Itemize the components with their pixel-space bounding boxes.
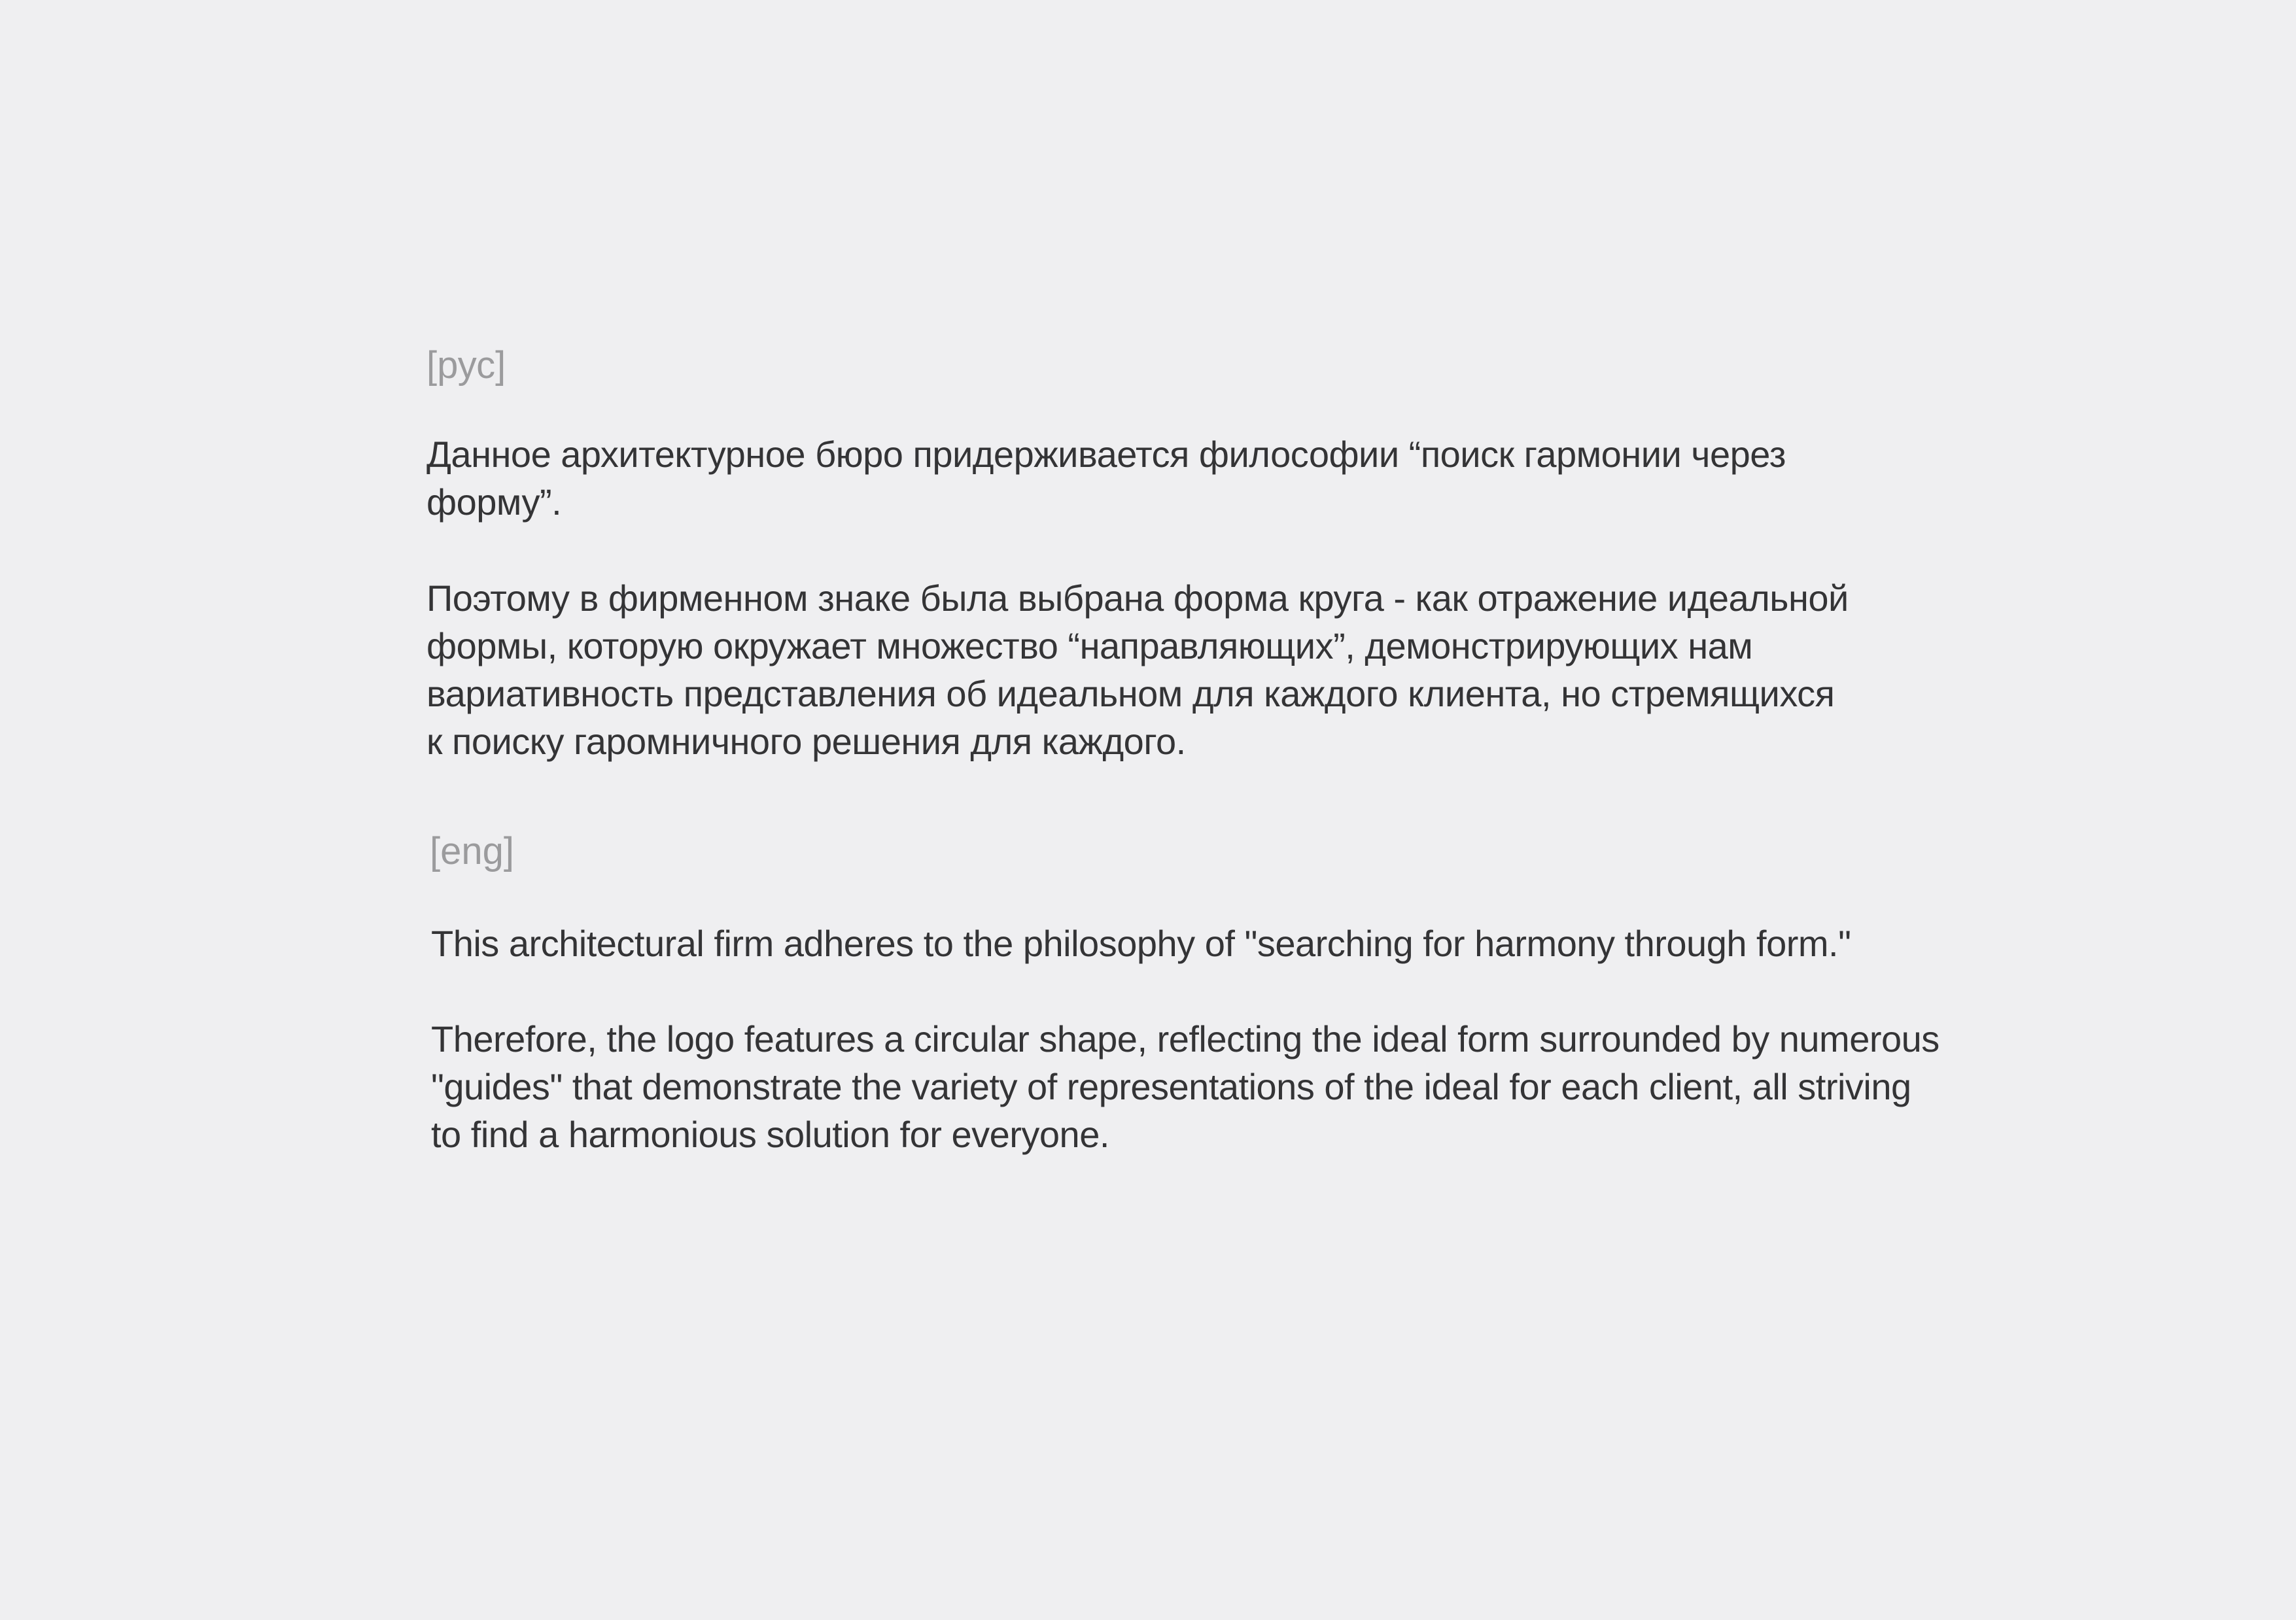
language-tag-russian: [рус] bbox=[426, 344, 506, 387]
language-tag-english: [eng] bbox=[430, 830, 514, 872]
russian-paragraph-philosophy: Данное архитектурное бюро придерживается философии “поиск гармонии через форму”. bbox=[426, 434, 1786, 523]
english-paragraph-philosophy: This architectural firm adheres to the philosophy of "searching for harmony through form." bbox=[431, 923, 1851, 964]
russian-paragraph-logo-description: Поэтому в фирменном знаке была выбрана форма круга - как отражение идеальной формы, которую окружает множество “направляющих”, демонстрирующих нам вариативность представления об идеальном для каждого клиента, но стремящихся к поиску гаромничного решения для каждого. bbox=[426, 577, 1849, 762]
english-paragraph-logo-description: Therefore, the logo features a circular shape, reflecting the ideal form surrounded by numerous "guides" that demonstrate the variety of representations of the ideal for each client, all striving to find a harmonious solution for everyone. bbox=[431, 1018, 1939, 1155]
